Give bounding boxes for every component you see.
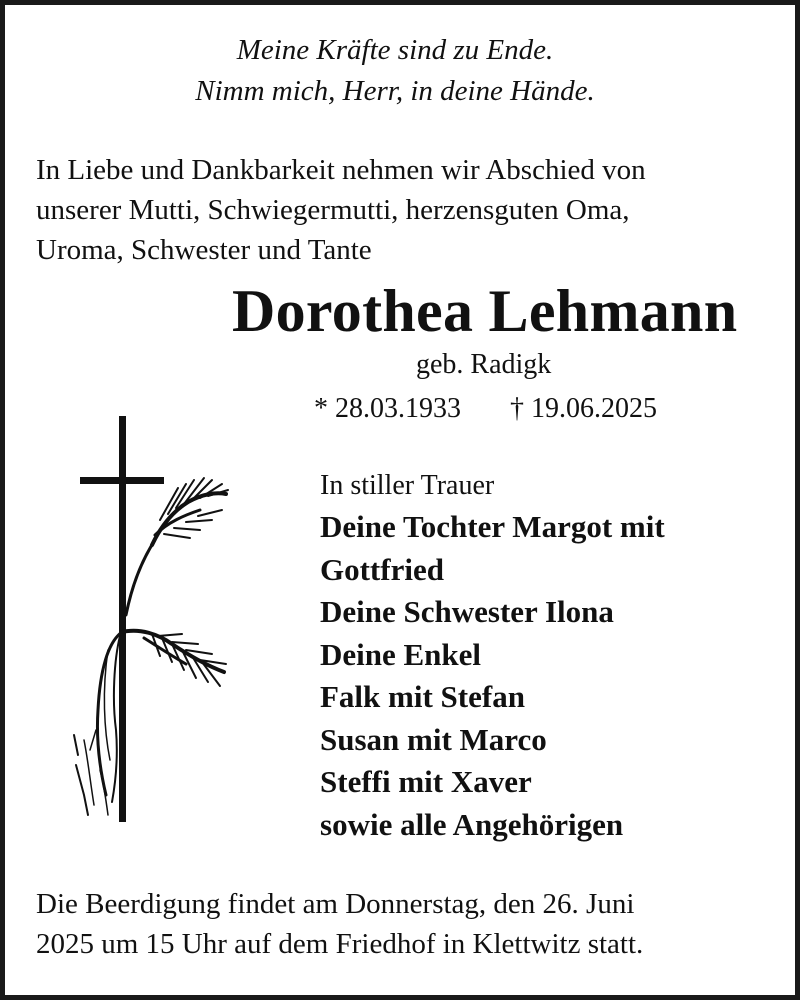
mourner-line: Deine Schwester Ilona xyxy=(320,594,614,629)
death-date: † 19.06.2025 xyxy=(510,393,657,424)
motto-line-1: Meine Kräfte sind zu Ende. xyxy=(236,34,554,66)
birth-name: geb. Radigk xyxy=(416,349,552,380)
intro-line-2: unserer Mutti, Schwiegermutti, herzensguten Oma, xyxy=(36,194,630,226)
intro-text xyxy=(36,150,756,270)
intro-line-1: In Liebe und Dankbarkeit nehmen wir Abschied von xyxy=(36,154,646,186)
mourning-label: In stiller Trauer xyxy=(320,470,495,501)
mourner-line: sowie alle Angehörigen xyxy=(320,806,624,842)
mourner-line: Deine Enkel xyxy=(320,636,482,672)
funeral-notice xyxy=(36,884,776,964)
funeral-line-1: Die Beerdigung findet am Donnerstag, den 26. Juni xyxy=(36,888,635,920)
mourner-line: Susan mit Marco xyxy=(320,721,547,757)
mourners-list xyxy=(320,506,780,846)
cross-with-wheat-icon xyxy=(60,410,250,830)
motto-line-2: Nimm mich, Herr, in deine Hände. xyxy=(195,75,595,107)
funeral-line-2: 2025 um 15 Uhr auf dem Friedhof in Klettwitz statt. xyxy=(36,928,644,960)
mourner-line: Gottfried xyxy=(320,551,444,587)
life-dates xyxy=(314,392,657,426)
mourner-line: Falk mit Stefan xyxy=(320,679,525,714)
mourner-line: Deine Tochter Margot mit xyxy=(320,509,665,544)
intro-line-3: Uroma, Schwester und Tante xyxy=(36,234,372,266)
birth-date: * 28.03.1933 xyxy=(314,393,461,424)
deceased-name: Dorothea Lehmann xyxy=(232,278,738,344)
motto-verse xyxy=(0,30,790,112)
mourner-line: Steffi mit Xaver xyxy=(320,764,532,799)
